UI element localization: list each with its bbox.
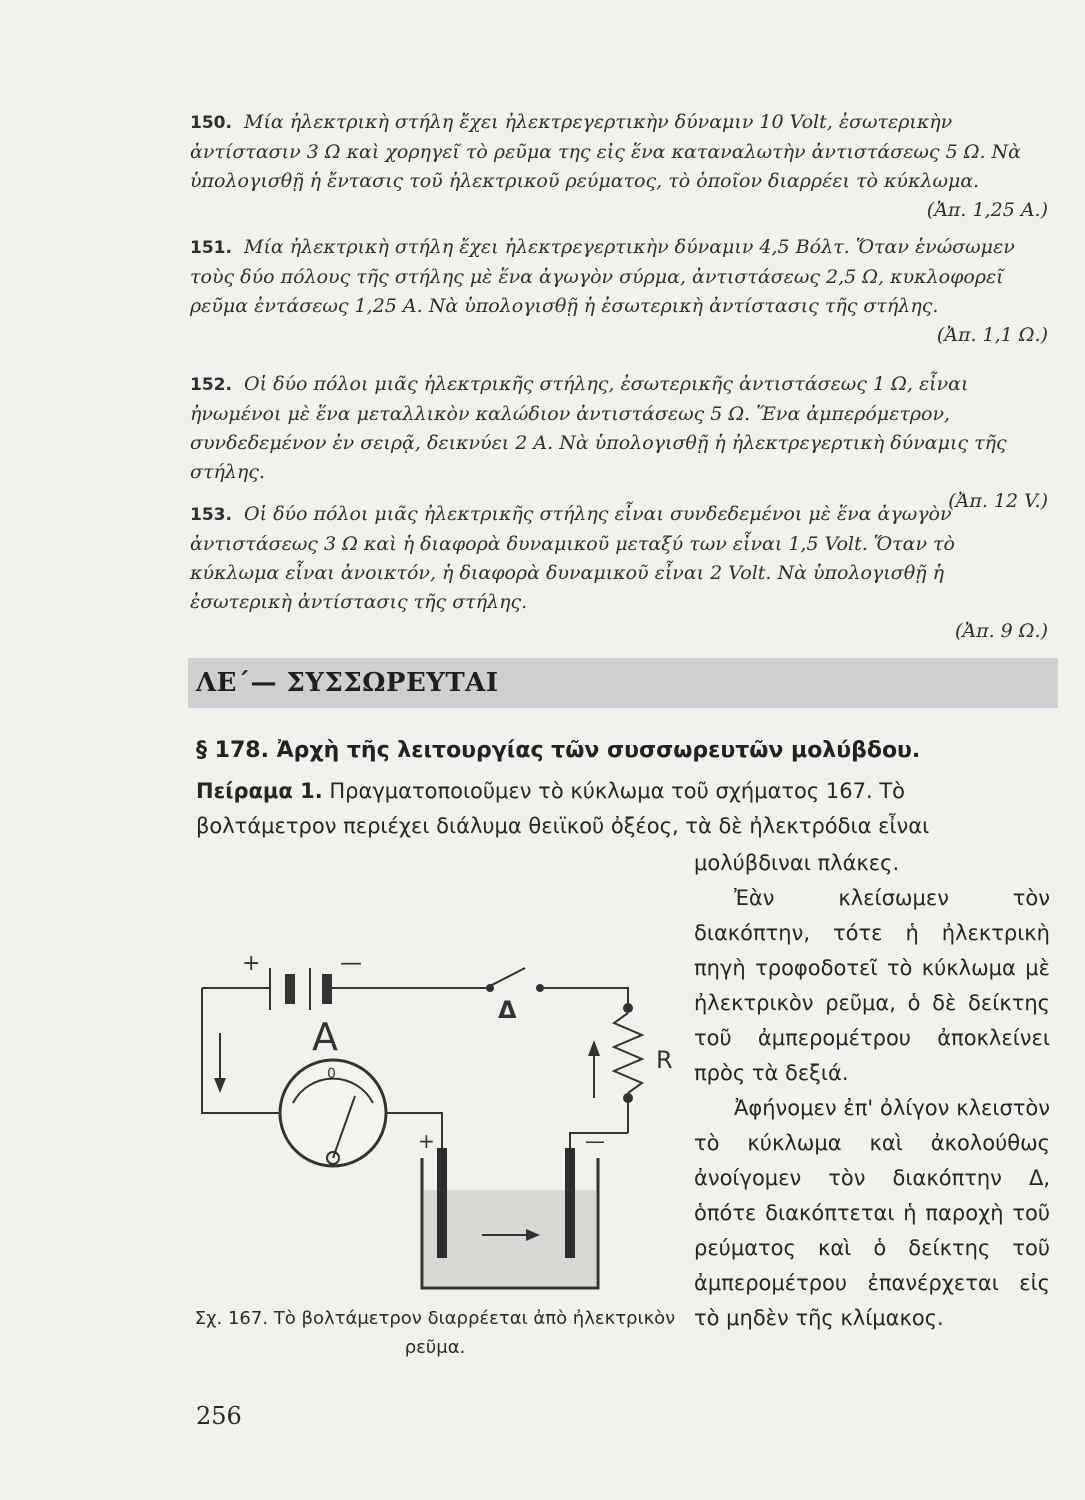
problem-answer: (Ἀπ. 12 V.) bbox=[948, 490, 1048, 512]
section-heading: § 178. Ἀρχὴ τῆς λειτουργίας τῶν συσσωρευτῶν μολύβδου. bbox=[196, 738, 921, 763]
ammeter-zero-label: 0 bbox=[327, 1066, 336, 1082]
electrode-anode bbox=[437, 1148, 447, 1258]
circuit-figure bbox=[190, 938, 673, 1298]
cell-minus-label: — bbox=[585, 1129, 605, 1153]
problem-151 bbox=[190, 233, 1048, 350]
current-arrowhead bbox=[214, 1078, 226, 1093]
switch-label: Δ bbox=[498, 996, 517, 1024]
battery bbox=[270, 968, 332, 1010]
ammeter-label: A bbox=[312, 1015, 338, 1059]
problem-text: Οἱ δύο πόλοι μιᾶς ἠλεκτρικῆς στήλης, ἐσωτερικῆς ἀντιστάσεως 1 Ω, εἶναι ἠνωμένοι μὲ ἕνα μεταλλικὸν καλώδιον ἀντιστάσεως 5 Ω. Ἕνα ἀμπερόμετρον, συνδεδεμένον ἐν σειρᾷ, δεικνύει 2 Α. Νὰ ὑπολογισθῇ ἡ ἠλεκτρεγερτικὴ δύναμις τῆς στήλης. bbox=[190, 373, 1007, 483]
figure-caption: Σχ. 167. Τὸ βολτάμετρον διαρρέεται ἀπὸ ἠλεκτρικὸν ρεῦμα. bbox=[194, 1308, 676, 1358]
voltameter-vessel bbox=[422, 1148, 598, 1288]
electrode-cathode bbox=[565, 1148, 575, 1258]
left-wire bbox=[202, 988, 280, 1113]
battery-plate bbox=[285, 974, 295, 1004]
page-number: 256 bbox=[196, 1402, 242, 1430]
problem-150 bbox=[190, 108, 1048, 225]
problem-text: Οἱ δύο πόλοι μιᾶς ἠλεκτρικῆς στήλης εἶναι συνδεδεμένοι μὲ ἕνα ἀγωγὸν ἀντιστάσεως 3 Ω καὶ ἡ διαφορὰ δυναμικοῦ μεταξύ των εἶναι 1,5 Volt. Ὅταν τὸ κύκλωμα εἶναι ἀνοικτόν, ἡ διαφορὰ δυναμικοῦ εἶναι 2 Volt. Νὰ ὑπολογισθῇ ἡ ἐσωτερικὴ ἀντίστασις τῆς στήλης. bbox=[190, 503, 955, 613]
experiment-label: Πείραμα 1. bbox=[196, 779, 323, 803]
chapter-title: ΛΕ΄— ΣΥΣΣΩΡΕΥΤΑΙ bbox=[196, 668, 499, 698]
problem-answer: (Ἀπ. 9 Ω.) bbox=[954, 620, 1048, 642]
problem-text: Μία ἠλεκτρικὴ στήλη ἔχει ἠλεκτρεγερτικὴν δύναμιν 10 Volt, ἐσωτερικὴν ἀντίστασιν 3 Ω καὶ χορηγεῖ τὸ ρεῦμα της εἰς ἕνα καταναλωτὴν ἀντιστάσεως 5 Ω. Νὰ ὑπολογισθῇ ἡ ἔντασις τοῦ ἠλεκτρικοῦ ρεύματος, τὸ ὁποῖον διαρρέει τὸ κύκλωμα. bbox=[190, 111, 1021, 192]
battery-minus-label: — bbox=[340, 951, 362, 976]
switch-contact bbox=[536, 984, 544, 992]
current-arrowhead bbox=[588, 1040, 600, 1056]
resistor-terminal bbox=[623, 1003, 633, 1013]
para1-lead: μολύβδιναι πλάκες. bbox=[694, 851, 900, 875]
problem-number: 153. bbox=[190, 505, 232, 525]
switch-lever bbox=[490, 968, 525, 986]
problem-text: Μία ἠλεκτρικὴ στήλη ἔχει ἠλεκτρεγερτικὴν δύναμιν 4,5 Βόλτ. Ὅταν ἑνώσωμεν τοὺς δύο πόλους τῆς στήλης μὲ ἕνα ἀγωγὸν σύρμα, ἀντιστάσεως 2,5 Ω, κυκλοφορεῖ ρεῦμα ἐντάσεως 1,25 Α. Νὰ ὑπολογισθῇ ἡ ἐσωτερικὴ ἀντίστασις τῆς στήλης. bbox=[190, 236, 1015, 317]
problem-answer: (Ἀπ. 1,25 Α.) bbox=[926, 199, 1048, 221]
problem-number: 151. bbox=[190, 238, 232, 258]
problem-153 bbox=[190, 500, 1048, 646]
resistor-label: R bbox=[656, 1046, 673, 1074]
intro-text: Πραγματοποιοῦμεν τὸ κύκλωμα τοῦ σχήματος 167. Τὸ βολτάμετρον περιέχει διάλυμα θειϊκοῦ ὀξέος, τὰ δὲ ἠλεκτρόδια εἶναι bbox=[196, 779, 930, 838]
battery-plus-label: + bbox=[242, 951, 261, 976]
para1: Ἐὰν κλείσωμεν τὸν διακόπτην, τότε ἡ ἠλεκτρικὴ πηγὴ τροφοδοτεῖ τὸ κύκλωμα μὲ ἠλεκτρικὸν ρεῦμα, ὁ δὲ δείκτης τοῦ ἀμπερομέτρου ἀποκλείνει πρὸς τὰ δεξιά. bbox=[694, 886, 1050, 1085]
resistor-terminal bbox=[623, 1093, 633, 1103]
problem-number: 152. bbox=[190, 375, 232, 395]
switch-contact bbox=[486, 984, 494, 992]
body-column bbox=[694, 846, 1050, 1336]
right-top-wire bbox=[540, 988, 628, 1008]
ammeter-cell-wire bbox=[386, 1113, 442, 1198]
battery-plate bbox=[322, 974, 332, 1004]
problem-answer: (Ἀπ. 1,1 Ω.) bbox=[936, 324, 1048, 346]
problem-number: 150. bbox=[190, 113, 232, 133]
section-intro bbox=[196, 774, 1050, 844]
cell-plus-label: + bbox=[418, 1129, 435, 1153]
resistor bbox=[614, 1013, 642, 1093]
para2: Ἀφήνομεν ἐπ' ὀλίγον κλειστὸν τὸ κύκλωμα καὶ ἀκολούθως ἀνοίγομεν τὸν διακόπτην Δ, ὁπότε διακόπτεται ἡ παροχὴ τοῦ ρεύματος καὶ ὁ δείκτης τοῦ ἀμπερομέτρου ἐπανέρχεται εἰς τὸ μηδὲν τῆς κλίμακος. bbox=[694, 1096, 1050, 1330]
problem-152 bbox=[190, 370, 1048, 516]
